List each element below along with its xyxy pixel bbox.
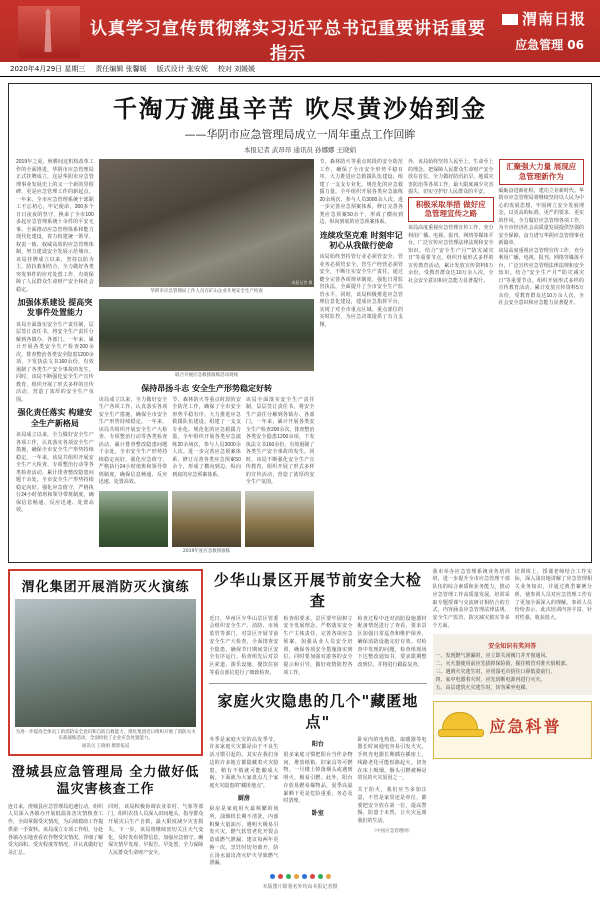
fire-hazard-sub2: 阳台 [311, 740, 324, 748]
bottom-middle-column [209, 569, 426, 869]
feature-col3-text: 节、森林防火等重点时段的安全防范工作，确保了全市安全形势平稳有序。大力推进应急救援队伍建设，组建了一支支专业化、规范化的应急救援力量。全年组织开展各类应急演练20余场次，参与人员3000余人次。进一步完善应急预案体系，修订完善各类应急预案50余个，形成了横向到边、纵向到底的应急预案体系。 [319, 159, 403, 225]
feature-photo-team-2 [172, 491, 241, 547]
training-body-col2: 培训班上，授课老师结合工作实际，深入浅出地讲解了应急管理相关业务知识，并通过典型案例分析，使参训人员对应急管理工作有了更加全面深入的理解。参训人员纷纷表示，此次培训内容丰富、针对性强，收获很大。 [514, 568, 592, 622]
feature-photo-team-1 [99, 491, 168, 547]
fire-hazard-col1 [209, 737, 278, 869]
fire-hazard-body1: 厨房是家庭用火最频繁的场所，油烟机长期不清洗，内部积聚大量油污，遇明火极易引发火灾。燃气软管老化开裂会造成燃气泄漏，建议每两年更换一次。烹饪时切勿离开，防止汤水溢出浇灭炉火导致燃气泄漏。 [209, 806, 279, 867]
fire-hazard-source: （中国应急管理网） [371, 827, 413, 833]
feature-col5-text2: 该局高度重视应急管理宣传工作，充分利用广播、电视、报刊、网络等媒体平台，广泛宣传应急管理法律法规和安全知识。结合"安全生产月""防灾减灾日"等重要节点，组织开展形式多样的宣传教育活动，累计发放宣传资料5万余份，受教育群众达10万余人次，全社会安全意识和应急能力显著提升。 [498, 247, 584, 306]
fire-hazard-tail: 关于防火，我们应当多加注意，不管是家里还是单位，都要把安全放在第一位，提高警惕，防患于未然，让火灾远离我们的生活。 [357, 787, 427, 825]
shaohua-article-title: 少华山景区开展节前安全大检查 [213, 570, 422, 610]
bottom-section [8, 569, 592, 869]
registration-dot [270, 874, 275, 879]
feature-article [8, 83, 592, 563]
newspaper-logo-icon [502, 14, 518, 25]
weihua-drill-title: 渭化集团开展消防灭火演练 [21, 579, 190, 595]
safety-quiz-item-5: 五、高层建筑火灾逃生时，切勿乘坐电梯。 [435, 684, 531, 691]
feature-col5-redbox [499, 159, 585, 185]
banner-title: 认真学习宣传贯彻落实习近平总书记重要讲话重要指示 [90, 19, 486, 64]
feature-photo1-caption: 华阴市应急管理局工作人员在矿山企业开展安全生产检查 [150, 289, 263, 294]
feature-col1-subhead: 加强体系建设 提高突发事件处置能力 [17, 298, 93, 318]
feature-column-2 [99, 159, 315, 556]
registration-dot [326, 874, 331, 879]
feature-col5-subhead: 汇聚强大力量 展现应急管理新作为 [506, 162, 577, 181]
chengcheng-body-col2: 同时，该局积极协调农业农村、气象等部门，组织农技人员深入田间地头，指导群众开展灾后生产自救，最大限度减少灾害损失。下一步，该局将继续密切关注天气变化，及时发布预警信息，加强应急值守，确保灾情早发现、早报告、早处置，全力保障人民群众生命财产安全。 [108, 803, 204, 857]
pagoda-tower-icon [18, 6, 80, 58]
registration-dot [278, 874, 283, 879]
feature-team-caption: 2019年度应急救援演练 [182, 548, 231, 554]
registration-dot [286, 874, 291, 879]
fire-hazard-body [209, 737, 426, 869]
weihua-drill-credit: 通讯员 王晓娟 摄影报道 [81, 742, 130, 748]
feature-photo-team-3 [245, 491, 314, 547]
feature-col1-text2: 该局全面落实安全生产责任制，层层签订责任书，将安全生产责任分解到各镇办、各部门。一年来，累计开展各类安全生产检查200余次，排查整治各类安全隐患1200余项，下发执法文书160余份，有效遏制了各类生产安全事故的发生。同时，该局不断强化安全生产宣传教育，组织开展了形式多样的宣传活动，营造了浓厚的安全生产氛围。 [16, 321, 94, 403]
feature-col3-text2: 该局始终坚持管行业必须管安全、管业务必须管安全、管生产经营必须管安全，不断压实安全生产责任。通过健全完善各项规章制度，强化日常监管执法，全面提升了全市安全生产监管水平。同时，该局积极推进应急管理信息化建设，建成应急指挥平台，实现了对全市重点区域、重点部位的实时监控，为应急决策提供了有力支撑。 [319, 254, 403, 328]
feature-col4-text: 外，该局始终坚持人民至上、生命至上的理念，把保障人民群众生命财产安全放在首位，全力做好防汛抗旱、地质灾害防治等各项工作，最大限度减少灾害损失，切实守护好人民群众的平安。 [408, 159, 494, 195]
fire-hazard-col3 [357, 737, 426, 869]
fire-hazard-lead: 冬季是家庭火灾的高发季节，许多家庭火灾都是由于不良生活习惯引起的。其实在我们身边的许多地方都隐藏着火灾隐患，稍有不慎就可能酿成大祸。下面就为大家盘点几个家庭火灾隐患的"藏匿地点"。 [209, 736, 279, 790]
paper-logo [502, 8, 586, 29]
shaohua-body-col3: 检查过程中还对消防设施器材配备情况进行了查看，要求景区加强日常巡查和维护保养，确保消防设施完好有效。对检查中发现的问题，检查组现场下达整改通知书，要求限期整改到位，并将进行跟踪复查。 [357, 615, 427, 669]
safety-helmet-icon [442, 712, 478, 736]
feature-col1-subhead2: 强化责任落实 构建安全生产新格局 [17, 408, 93, 428]
fire-hazard-body3: 卧室内的电热毯、取暖器等电器长时间通电容易引发火灾。手机充电器长期插在插座上，线路老化可能短路起火。切勿在床上吸烟，烟头引燃被褥是常见的火灾原因之一。 [357, 736, 427, 782]
photo-credit: 本报记者 摄 [291, 280, 313, 285]
pagoda-shape-icon [40, 8, 56, 52]
safety-quiz-item-4: 四、家中电器着火时，应先切断电源再进行灭火。 [435, 676, 546, 683]
bottom-right-column [433, 569, 592, 869]
chengcheng-body-col1: 连日来，澄城县应急管理局迅速行动，组织人员深入各镇办开展低温冻害灾情核查工作，全面掌握受灾情况，为后续救助工作提供第一手资料。该局成立专项工作组，分赴各镇办实地查看农作物受灾情况，详细了解受灾面积、受灾程度等情况，并认真做好记录汇总。 [8, 803, 104, 857]
feature-col2-text-a: 该局成立以来，全力做好安全生产各项工作，认真落实各项安全生产措施，确保全市安全生产形势持续稳定。一年来，该局共组织开展安全生产大检查、专项整治行动等各类检查活动，累计排查整改隐患问题千余处，全市安全生产形势持续稳定向好。强化应急值守，严格执行24小时值班和领导带班制度，确保信息畅通、反应迅速、处置高效。 [98, 396, 168, 486]
feature-col3-subhead: 连续攻坚克难 时刻牢记初心从我做行使命 [319, 230, 403, 250]
bottom-left-column [8, 569, 203, 869]
section-label: 应急管理 06 [515, 38, 584, 52]
weihua-drill-photo [15, 599, 196, 727]
training-body-col1: 我市举办应急管理系统业务培训班，进一步提升全市应急管理干部队伍的综合素质和业务能力，推动应急管理工作高质量发展。培训采取专题授课与交流研讨相结合的方式，内容涵盖应急管理法律法规、安全生产监管、防灾减灾救灾等多个方面。 [432, 568, 510, 629]
feature-photo-inspection [99, 299, 315, 371]
editor-credit: 责任编辑 张馨媛 [95, 65, 147, 73]
weihua-drill-caption: 为进一步提高全体员工的消防安全意识和自防自救能力，渭化集团近日组织开展了消防灭火实战演练活动，全面检验了企业应急处置能力。 [15, 729, 196, 741]
fire-hazard-body2: 很多家庭习惯把阳台当作杂物间，堆放纸箱、旧家具等可燃物。一旦楼上掉落烟头或遇到明火，极易引燃。此外，阳台存放易燃易爆物品，夏季高温暴晒下更是危险重重，务必及时清理。 [283, 751, 353, 805]
color-registration-marks [8, 874, 592, 879]
proofreader-credit: 校对 刘媛媛 [217, 65, 256, 73]
chengcheng-article-title: 澄城县应急管理局 全力做好低温灾害核查工作 [11, 764, 200, 798]
feature-col2-subhead: 保持昂扬斗志 安全生产形势稳定好转 [141, 383, 272, 393]
safety-quiz-box [433, 634, 592, 695]
feature-photo2-caption: 联合开展应急救援演练活动现场 [175, 372, 239, 378]
feature-column-3 [319, 159, 403, 556]
shaohua-body-col1: 近日，华州区少华山景区管委会组织安全生产、消防、市场监管等部门，对景区开展节前安全生产大检查，全面排查安全隐患，确保节日期间景区安全有序运行。检查组先后对景区索道、游乐设施、餐饮住宿等重点部位进行了细致检查。 [209, 615, 279, 676]
feature-col2-text-c: 该局全面落实安全生产责任制，层层签订责任书，将安全生产责任分解到各镇办、各部门。一年来，累计开展各类安全生产检查200余次，排查整治各类安全隐患1200余项，下发执法文书160余份，有效遏制了各类生产安全事故的发生。同时，该局不断强化安全生产宣传教育，组织开展了形式多样的宣传活动，营造了浓厚的安全生产氛围。 [245, 396, 315, 486]
weihua-drill-article [8, 569, 203, 756]
registration-dot [294, 874, 299, 879]
training-article-body [433, 569, 592, 631]
feature-column-1 [16, 159, 94, 556]
feature-col5-text: 砥砺奋进新征程，建功立业新时代。华阴市应急管理局将继续坚持以人民为中心的发展思想，牢固树立安全发展理念，以更高的标准、更严的要求、更实的作风，全力做好应急管理各项工作，为全市经济社会高质量发展提供坚强的安全保障，奋力谱写华阴应急管理事业新篇章。 [498, 187, 584, 246]
layout-credit: 版式设计 张安妮 [156, 65, 208, 73]
emergency-science-label: 应急科普 [489, 716, 562, 736]
emergency-science-banner [433, 701, 592, 759]
feature-col2-text-b: 节、森林防火等重点时段的安全防范工作，确保了全市安全形势平稳有序。大力推进应急救援队伍建设，组建了一支支专业化、规范化的应急救援力量。全年组织开展各类应急演练20余场次，参与人员3000余人次。进一步完善应急预案体系，修订完善各类应急预案50余个，形成了横向到边、纵向到底的应急预案体系。 [172, 396, 241, 478]
paper-name: 渭南日报 [521, 10, 586, 28]
shaohua-article-body [209, 616, 426, 678]
safety-quiz-title: 安全知识有奖问答 [488, 642, 537, 650]
shaohua-body-col2: 检查组要求，景区要牢固树立安全发展理念，严格落实安全生产主体责任，完善各项应急预案，加强从业人员安全培训，确保各项安全措施落实到位。同时要加强对游客的安全提示和引导，做好疫情防控各项工作。 [283, 615, 353, 676]
publication-date: 2020年4月29日 星期三 [10, 65, 86, 73]
feature-body [16, 159, 584, 556]
feature-col4-subhead: 积极采取举措 做好应急管理宣传之路 [415, 199, 486, 219]
feature-col4-text2: 该局高度重视应急管理宣传工作，充分利用广播、电视、报刊、网络等媒体平台，广泛宣传应急管理法律法规和安全知识。结合"安全生产月""防灾减灾日"等重要节点，组织开展形式多样的宣传教育活动，累计发放宣传资料5万余份，受教育群众达10万余人次，全社会安全意识和应急能力显著提升。 [408, 225, 494, 284]
feature-headline: 千淘万漉虽辛苦 吹尽黄沙始到金 [112, 95, 488, 123]
safety-quiz-item-3: 三、遇到火灾逃生时，应用湿毛巾捂住口鼻低姿前行。 [435, 668, 556, 675]
page-content [0, 77, 600, 894]
registration-dot [310, 874, 315, 879]
info-bar [0, 62, 600, 77]
feature-byline: 本报记者 武昂昂 通讯员 孙娜娜 王晓娟 [243, 146, 357, 154]
chengcheng-article-body [8, 804, 203, 858]
feature-subheadline: ——华阴市应急管理局成立一周年重点工作回眸 [184, 128, 416, 141]
fire-hazard-col2 [283, 737, 352, 869]
safety-quiz-item-1: 一、发现燃气泄漏时，应立即关闭阀门并开窗通风。 [435, 652, 551, 659]
feature-column-5 [499, 159, 585, 556]
feature-col1-text3: 该局成立以来，全力做好安全生产各项工作，认真落实各项安全生产措施，确保全市安全生产形势持续稳定。一年来，该局共组织开展安全生产大检查、专项整治行动等各类检查活动，累计排查整改隐患问题千余处，全市安全生产形势持续稳定向好。强化应急值守，严格执行24小时值班和领导带班制度，确保信息畅通、反应迅速、处置高效。 [16, 432, 94, 514]
feature-photo-rockface [99, 159, 315, 287]
fire-hazard-sub3: 卧室 [311, 810, 324, 818]
registration-dot [302, 874, 307, 879]
feature-col4-redbox [408, 197, 494, 223]
feature-column-4 [408, 159, 494, 556]
feature-col1-text: 2019年之夏，秋耕间这机构改革工作的全面推进，华阴市应急管理局正式挂牌成立，这是华阴市应急管理事业发展史上的又一个新的里程碑，更是应急管理工作的新起点。一年来，全市应急管理系统干部职工不忘初心，牢记使命，300多个日日夜夜的坚守，换来了全市100多起应急管理系统十余件的平安无事。全面推动应急管理体系和能力现代化建设，着力构建统一领导、权责一致、权威高效的应急管理体制，努力建设安全发展示范城市。该局挂牌成立以来，坚持以防为主、防抗救相结合，全力做好各类突发事件的应对处置工作，有效保障了人民群众生命财产安全和社会稳定。 [16, 159, 94, 293]
section-divider [209, 683, 426, 684]
fire-hazard-sub1: 厨房 [237, 794, 250, 802]
page-footnote: 本版图片除署名外均由本报记者摄 [262, 884, 338, 891]
masthead [0, 0, 600, 62]
registration-dot [318, 874, 323, 879]
safety-quiz-item-2: 二、灭火器使用前应先拔掉保险销，握住喷管对准火焰根部。 [435, 660, 571, 667]
fire-hazard-title: 家庭火灾隐患的几个"藏匿地点" [217, 691, 419, 731]
